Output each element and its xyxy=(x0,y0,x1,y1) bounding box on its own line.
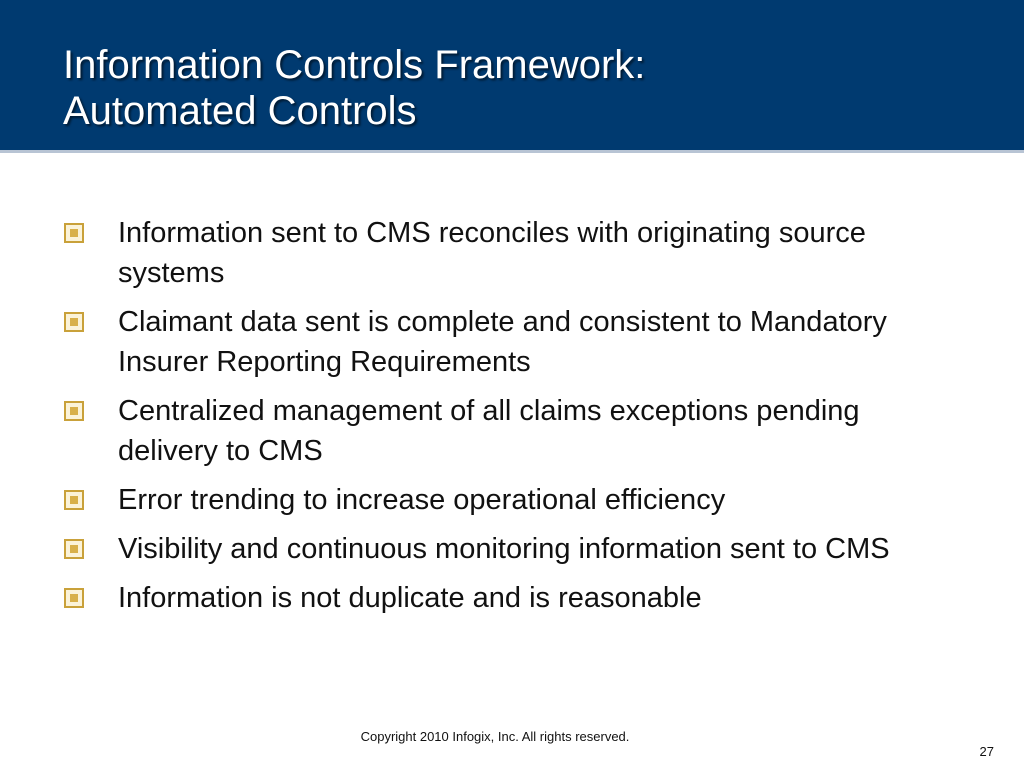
bullet-item xyxy=(64,302,964,382)
square-bullet-icon xyxy=(64,539,84,559)
bullet-item xyxy=(64,480,964,520)
bullet-text: Claimant data sent is complete and consistent to Mandatory Insurer Reporting Requirements xyxy=(118,306,887,378)
square-bullet-icon xyxy=(64,223,84,243)
page-number: 27 xyxy=(979,744,994,759)
bullet-text: Centralized management of all claims exceptions pending delivery to CMS xyxy=(118,395,860,467)
square-bullet-icon xyxy=(64,401,84,421)
bullet-item xyxy=(64,578,964,618)
bullet-text: Error trending to increase operational efficiency xyxy=(118,484,726,516)
copyright-footer: Copyright 2010 Infogix, Inc. All rights reserved. xyxy=(360,729,630,744)
square-bullet-icon xyxy=(64,490,84,510)
title-line-2: Automated Controls xyxy=(63,89,417,133)
bullet-text: Information is not duplicate and is reasonable xyxy=(118,582,702,614)
title-line-1: Information Controls Framework: xyxy=(63,43,646,87)
title-bar xyxy=(0,0,1024,153)
bullet-list xyxy=(64,213,964,627)
slide-title xyxy=(63,42,645,134)
square-bullet-icon xyxy=(64,312,84,332)
bullet-text: Information sent to CMS reconciles with originating source systems xyxy=(118,217,866,289)
square-bullet-icon xyxy=(64,588,84,608)
bullet-item xyxy=(64,529,964,569)
bullet-item xyxy=(64,391,964,471)
bullet-item xyxy=(64,213,964,293)
bullet-text: Visibility and continuous monitoring information sent to CMS xyxy=(118,533,890,565)
